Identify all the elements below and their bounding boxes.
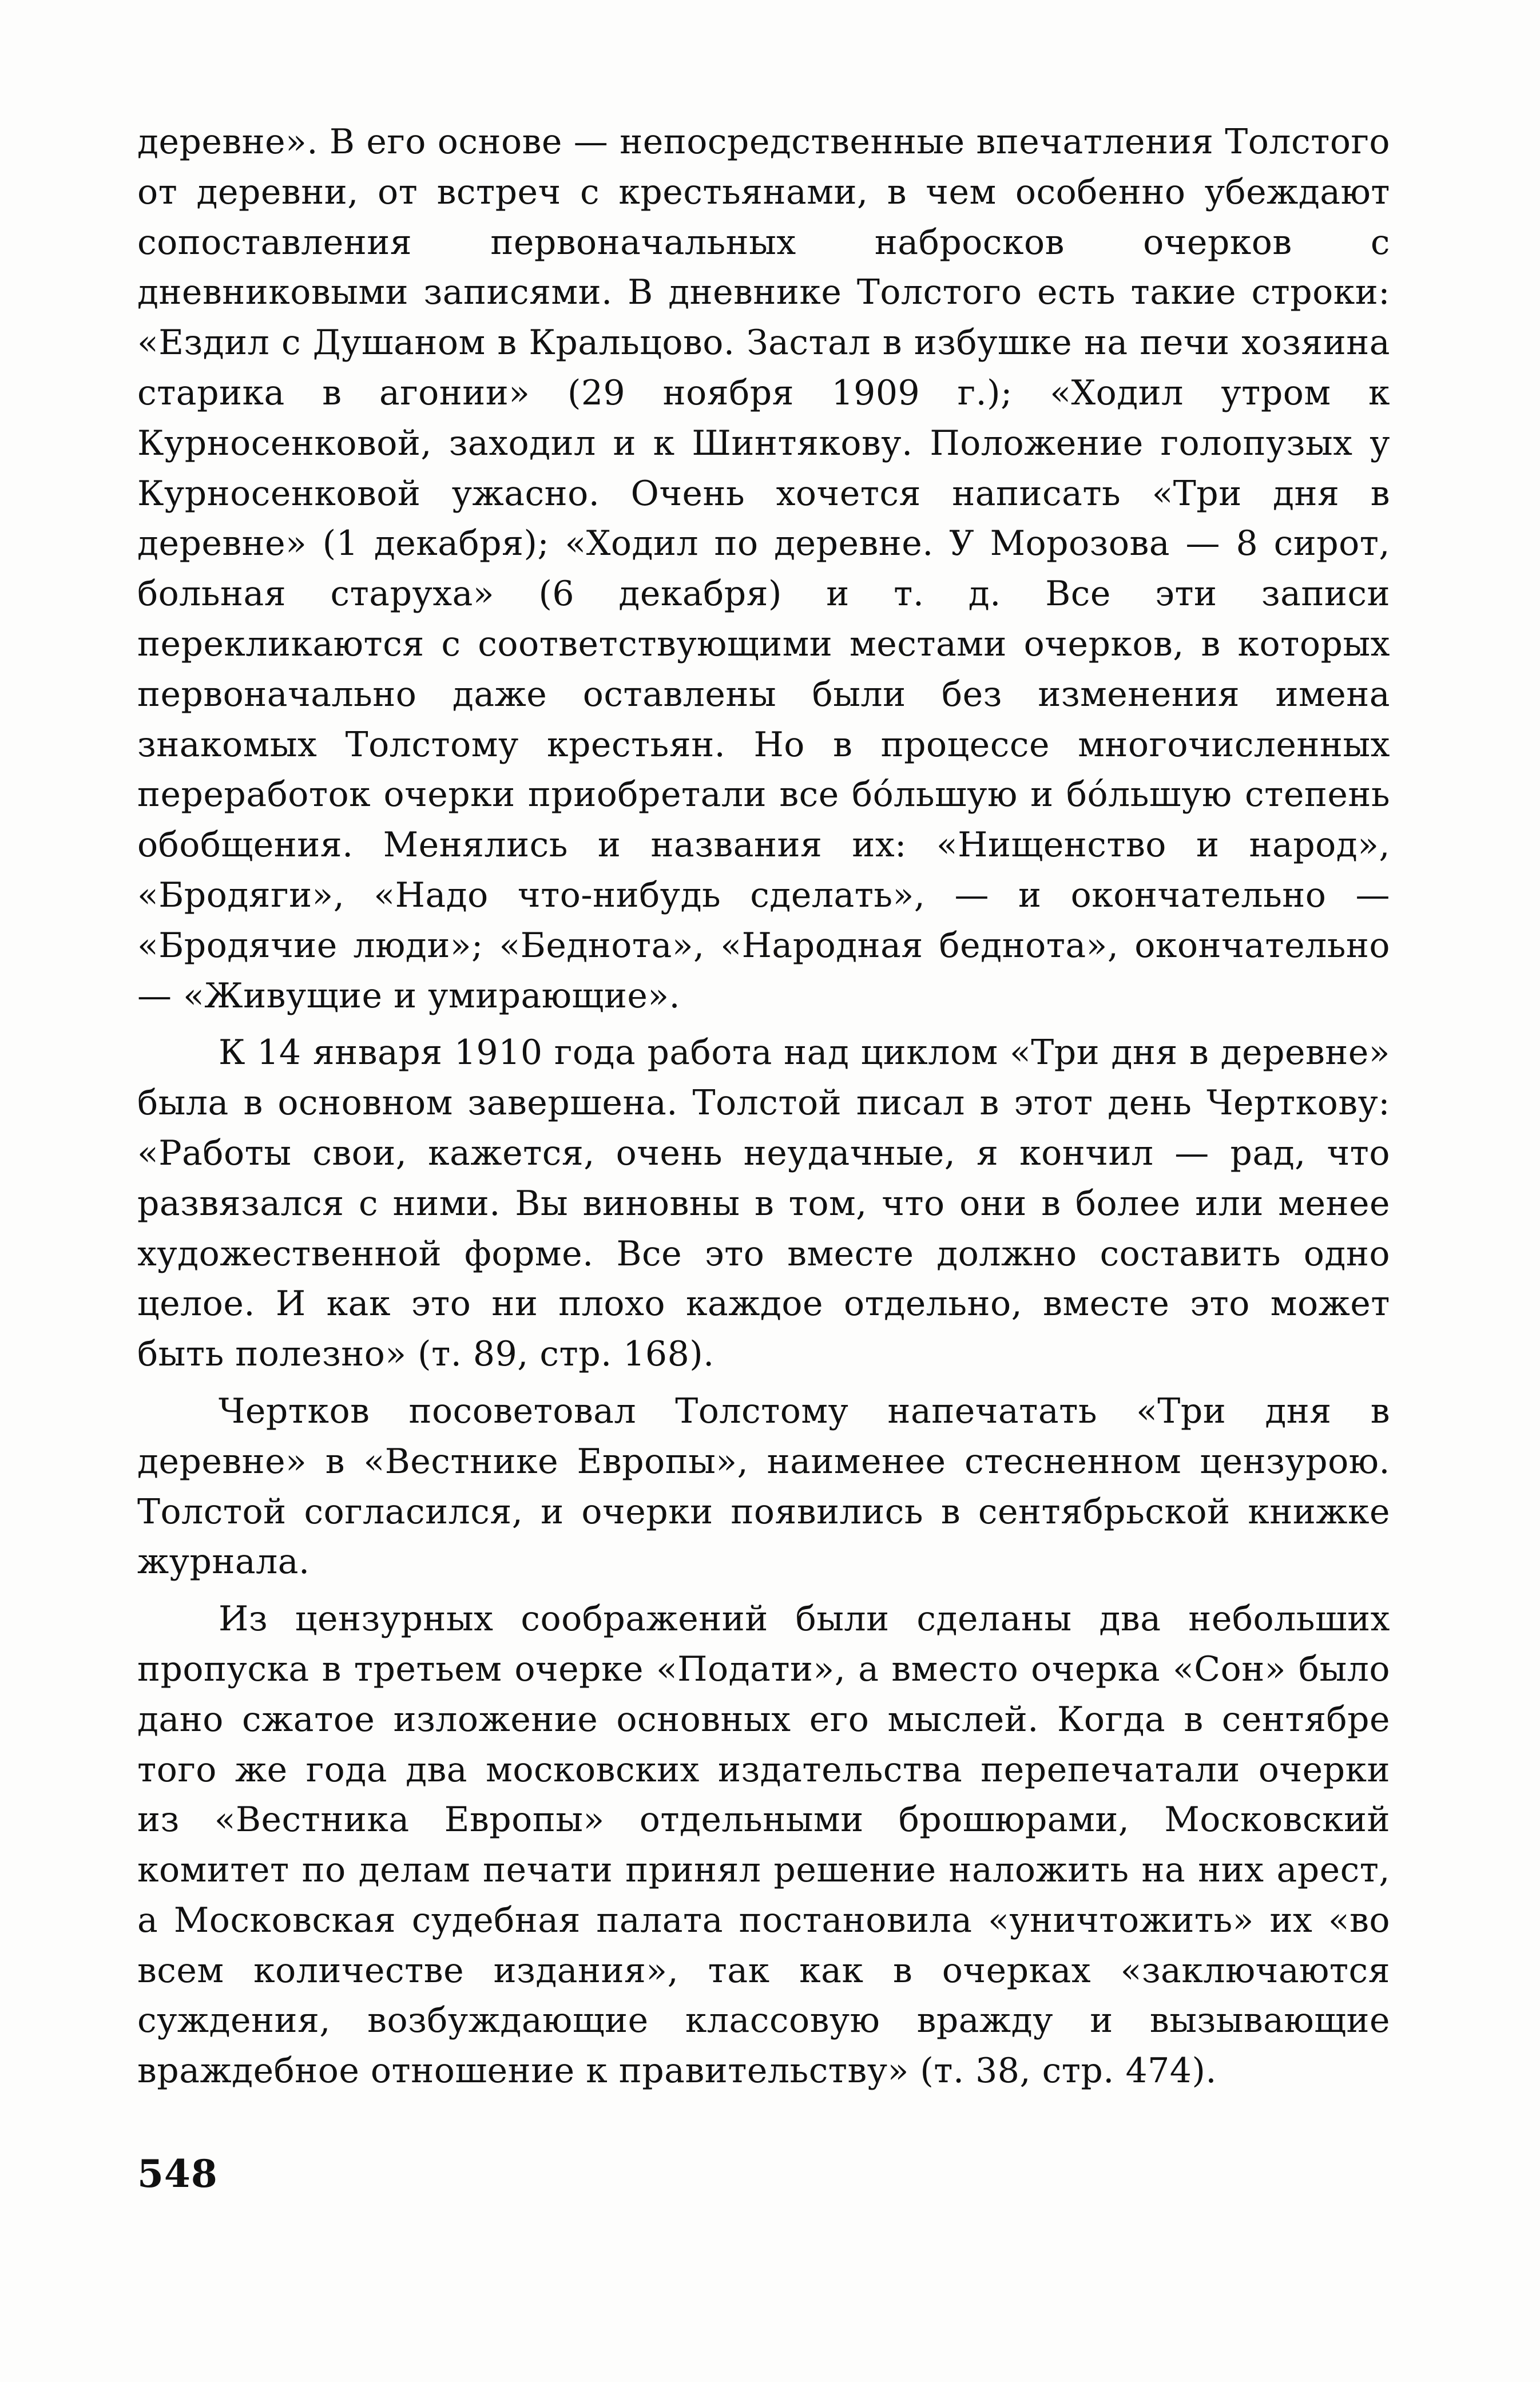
body-text: [137, 117, 1390, 2103]
paragraph: К 14 января 1910 года работа над циклом «Три дня в деревне» была в основном завершена. Толстой писал в этот день Черткову: «Работы свои, кажется, очень неудачные, я кончил — рад, что развязался с ними. Вы виновны в том, что они в более или менее художественной форме. Все это вместе должно составить одно целое. И как это ни плохо каждое отдельно, вместе это может быть полезно» (т. 89, стр. 168).: [137, 1033, 1390, 1375]
paragraph: Из цензурных соображений были сделаны два небольших пропуска в третьем очерке «Подати», а вместо очерка «Сон» было дано сжатое изложение основных его мыслей. Когда в сентябре того же года два московских издательства перепечатали очерки из «Вестника Европы» отдельными брошюрами, Московский комитет по делам печати принял решение наложить на них арест, а Московская судебная палата постановила «уничтожить» их «во всем количестве издания», так как в очерках «заключаются суждения, возбуждающие классовую вражду и вызывающие враждебное отношение к правительству» (т. 38, стр. 474).: [137, 1599, 1390, 2091]
page-number: 548: [137, 2151, 218, 2196]
paragraph: Чертков посоветовал Толстому напечатать «Три дня в деревне» в «Вестнике Европы», наименее стесненном цензурою. Толстой согласился, и очерки появились в сентябрьской книжке журнала.: [137, 1391, 1390, 1582]
paragraph-continuation: деревне». В его основе — непосредственные впечатления Толстого от деревни, от встреч с крестьянами, в чем особенно убеждают сопоставления первоначальных набросков очерков с дневниковыми записями. В дневнике Толстого есть такие строки: «Ездил с Душаном в Кральцово. Застал в избушке на печи хозяина старика в агонии» (29 ноября 1909 г.); «Ходил утром к Курносенковой, заходил и к Шинтякову. Положение голопузых у Курносенковой ужасно. Очень хочется написать «Три дня в деревне» (1 декабря); «Ходил по деревне. У Морозова — 8 сирот, больная старуха» (6 декабря) и т. д. Все эти записи перекликаются с соответствующими местами очерков, в которых первоначально даже оставлены были без изменения имена знакомых Толстому крестьян. Но в процессе многочисленных переработок очерки приобретали все бо́льшую и бо́льшую степень обобщения. Менялись и названия их: «Нищенство и народ», «Бродяги», «Надо что-нибудь сделать», — и окончательно — «Бродячие люди»; «Беднота», «Народная беднота», окончательно — «Живущие и умирающие».: [137, 122, 1390, 1016]
